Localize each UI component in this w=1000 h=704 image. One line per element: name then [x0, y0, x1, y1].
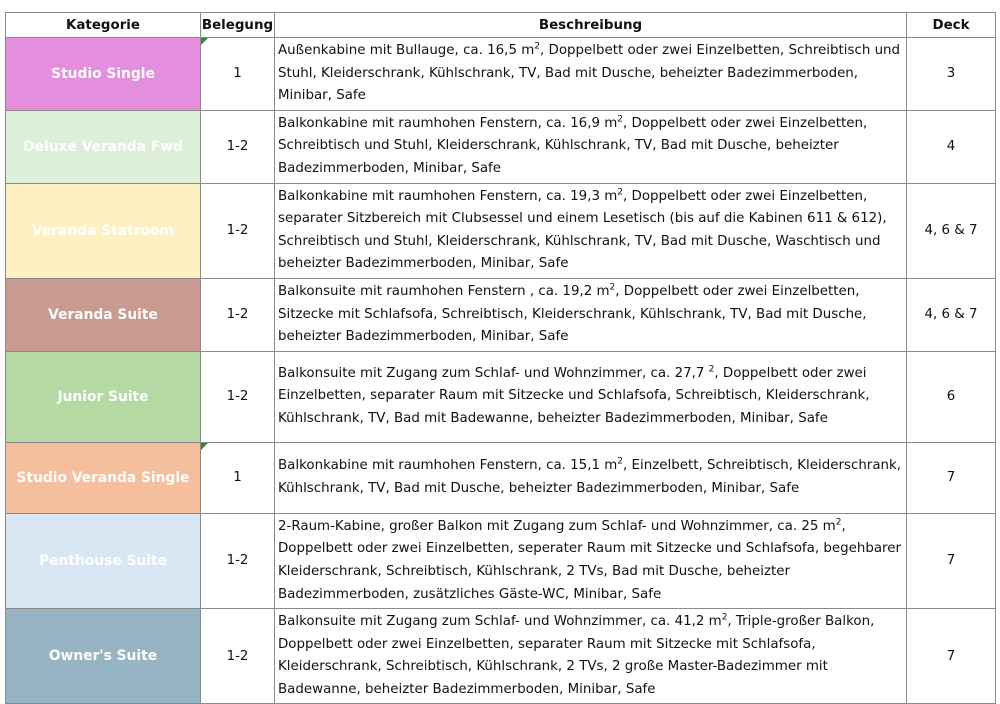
- description-cell: [275, 183, 907, 278]
- description-text-cont: , Doppelbett oder zwei Einzelbetten, separater Raum mit Sitzecke und Schlafsofa, Schreibtisch, Kleiderschrank, Kühlschrank, TV, Bad mit Badewanne, beheizter Badezimmerboden, Minibar, Safe: [278, 365, 870, 427]
- category-cell: Studio Veranda Single: [6, 442, 201, 513]
- category-cell: Studio Single: [6, 38, 201, 111]
- table-row: [6, 351, 996, 442]
- cabin-category-table: [5, 12, 996, 704]
- description-text-cont: , Doppelbett oder zwei Einzelbetten, separater Sitzbereich mit Clubsessel und einem Lesetisch (bis auf die Kabinen 611 & 612), Schreibtisch und Stuhl, Kleiderschrank, Kühlschrank, TV, Bad mit Dusche, Waschtisch und beheizter Badezimmerboden, Minibar, Safe: [278, 188, 887, 272]
- occupancy-cell: 1-2: [201, 278, 275, 351]
- description-text: Balkonkabine mit raumhohen Fenstern, ca. 19,3 m: [278, 188, 618, 204]
- deck-cell: 4: [907, 110, 996, 183]
- table-row: [6, 442, 996, 513]
- description-text: Außenkabine mit Bullauge, ca. 16,5 m: [278, 43, 535, 58]
- description-text: Balkonsuite mit Zugang zum Schlaf- und Wohnzimmer, ca. 27,7: [278, 365, 709, 381]
- category-cell: Owner's Suite: [6, 609, 201, 704]
- description-cell: [275, 38, 907, 111]
- superscript: 2: [534, 41, 540, 52]
- description-text: Balkonkabine mit raumhohen Fenstern, ca. 15,1 m: [278, 458, 618, 474]
- description-text-cont: , Doppelbett oder zwei Einzelbetten, Schreibtisch und Stuhl, Kleiderschrank, Kühlschrank, TV, Bad mit Dusche, beheizter Badezimmerboden, Minibar, Safe: [278, 43, 901, 104]
- occupancy-cell: 1-2: [201, 513, 275, 608]
- superscript: 2: [617, 456, 624, 467]
- superscript: 2: [708, 364, 715, 375]
- category-cell: Deluxe Veranda Fwd: [6, 110, 201, 183]
- superscript: 2: [835, 517, 842, 528]
- description-cell: [275, 609, 907, 704]
- description-text: 2-Raum-Kabine, großer Balkon mit Zugang zum Schlaf- und Wohnzimmer, ca. 25 m: [278, 518, 836, 534]
- deck-cell: 7: [907, 442, 996, 513]
- superscript: 2: [617, 114, 624, 125]
- occupancy-cell: [201, 38, 275, 111]
- occupancy-cell: 1-2: [201, 351, 275, 442]
- header-occupancy: Belegung: [201, 13, 275, 38]
- deck-cell: 6: [907, 351, 996, 442]
- occupancy-cell: 1-2: [201, 110, 275, 183]
- superscript: 2: [609, 282, 616, 293]
- category-cell: Veranda Suite: [6, 278, 201, 351]
- description-cell: [275, 351, 907, 442]
- comment-marker-icon: [201, 38, 208, 45]
- deck-cell: 4, 6 & 7: [907, 278, 996, 351]
- occupancy-value: 1: [233, 66, 242, 82]
- category-cell: Penthouse Suite: [6, 513, 201, 608]
- occupancy-value: 1: [233, 470, 242, 486]
- table-row: [6, 609, 996, 704]
- header-description: Beschreibung: [275, 13, 907, 38]
- table-row: [6, 183, 996, 278]
- occupancy-cell: 1-2: [201, 609, 275, 704]
- table-row: [6, 513, 996, 608]
- description-text: Balkonsuite mit Zugang zum Schlaf- und Wohnzimmer, ca. 41,2 m: [278, 614, 722, 630]
- description-text-cont: , Doppelbett oder zwei Einzelbetten, Sitzecke mit Schlafsofa, Schreibtisch, Kleiderschrank, Kühlschrank, TV, Bad mit Dusche, beheizter Badezimmerboden, Minibar, Safe: [278, 283, 867, 345]
- occupancy-cell: [201, 442, 275, 513]
- header-deck: Deck: [907, 13, 996, 38]
- description-cell: [275, 442, 907, 513]
- category-cell: Junior Suite: [6, 351, 201, 442]
- deck-cell: 7: [907, 609, 996, 704]
- table-row: [6, 38, 996, 111]
- description-text-cont: , Einzelbett, Schreibtisch, Kleiderschrank, Kühlschrank, TV, Bad mit Dusche, beheizter Badezimmerboden, Minibar, Safe: [278, 458, 902, 496]
- description-text-cont: , Triple-großer Balkon, Doppelbett oder zwei Einzelbetten, separater Raum mit Sitzecke mit Schlafsofa, Kleiderschrank, Schreibtisch, Kühlschrank, 2 TVs, 2 große Master-Badezimmer mit Badewanne, beheizter Badezimmerboden, Minibar, Safe: [278, 614, 875, 697]
- description-text: Balkonsuite mit raumhohen Fenstern , ca. 19,2 m: [278, 283, 610, 299]
- table-row: [6, 278, 996, 351]
- deck-cell: 3: [907, 38, 996, 111]
- description-cell: [275, 110, 907, 183]
- description-text: Balkonkabine mit raumhohen Fenstern, ca. 16,9 m: [278, 115, 618, 131]
- table-row: [6, 110, 996, 183]
- description-text-cont: , Doppelbett oder zwei Einzelbetten, seperater Raum mit Sitzecke und Schlafsofa, begehbarer Kleiderschrank, Schreibtisch, Kühlschrank, 2 TVs, Bad mit Dusche, beheizter Badezimmerboden, zusätzliches Gäste-WC, Minibar, Safe: [278, 518, 901, 602]
- superscript: 2: [617, 187, 624, 198]
- description-cell: [275, 513, 907, 608]
- description-cell: [275, 278, 907, 351]
- deck-cell: 7: [907, 513, 996, 608]
- deck-cell: 4, 6 & 7: [907, 183, 996, 278]
- header-category: Kategorie: [6, 13, 201, 38]
- superscript: 2: [721, 612, 728, 623]
- occupancy-cell: 1-2: [201, 183, 275, 278]
- header-row: [6, 13, 996, 38]
- comment-marker-icon: [201, 443, 208, 450]
- description-text-cont: , Doppelbett oder zwei Einzelbetten, Schreibtisch und Stuhl, Kleiderschrank, Kühlschrank, TV, Bad mit Dusche, beheizter Badezimmerboden, Minibar, Safe: [278, 115, 868, 176]
- category-cell: Veranda Statroom: [6, 183, 201, 278]
